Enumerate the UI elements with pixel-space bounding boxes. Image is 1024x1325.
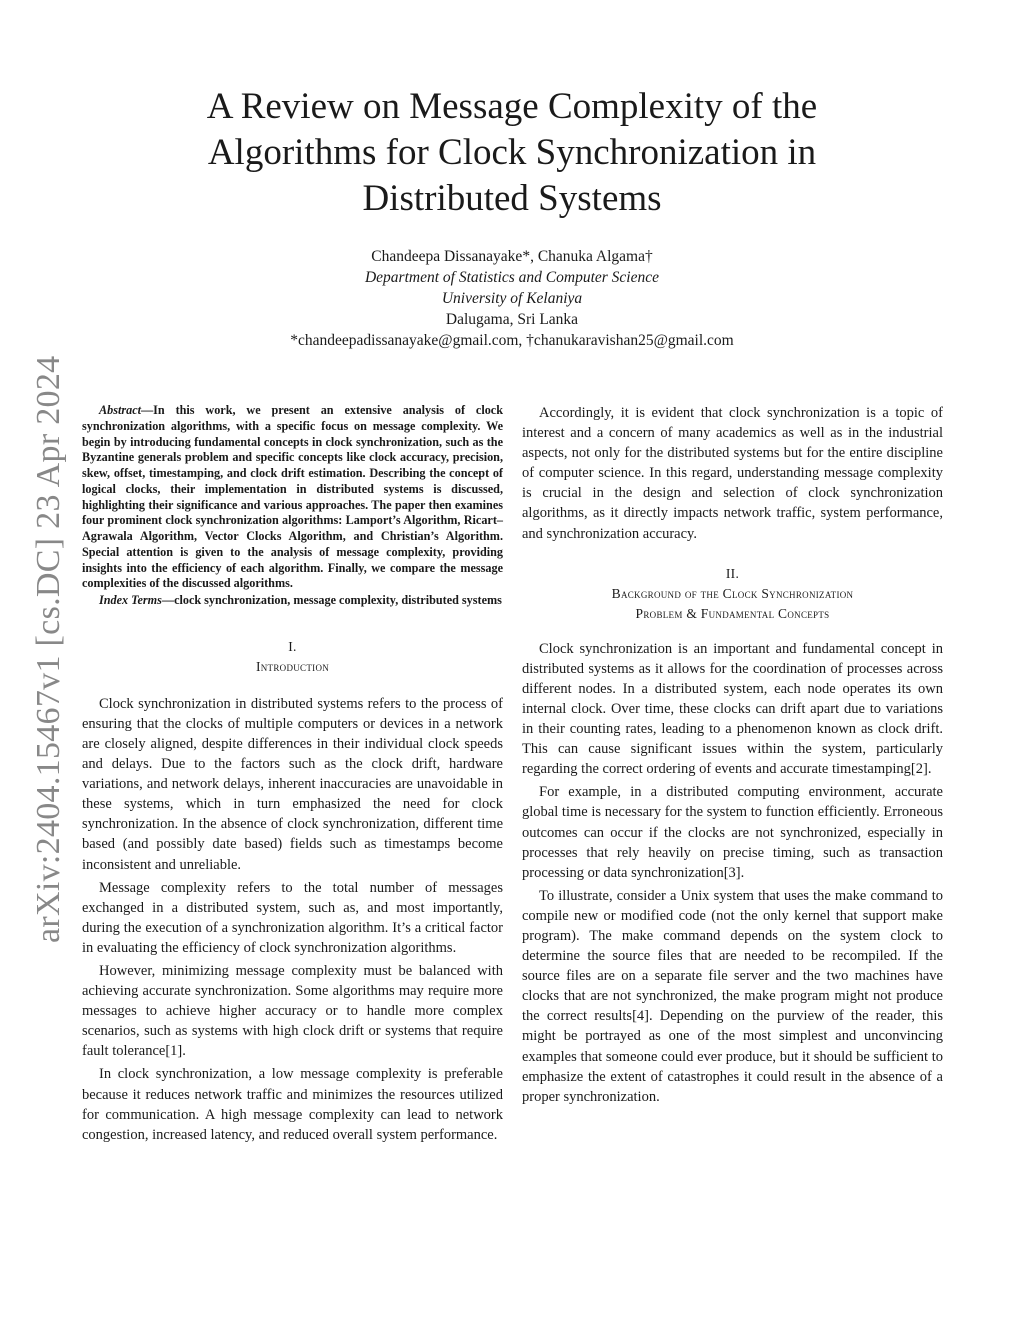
paragraph: In clock synchronization, a low message complexity is preferable because it reduces network traffic and minimizes the resources utilized for communication. A high message complexity can lead to network congestion, increased latency, and reduced overall system performance. <box>82 1066 503 1143</box>
index-terms-label: Index Terms <box>99 593 162 607</box>
section-heading-background <box>522 564 943 624</box>
section-number: I. <box>288 638 297 654</box>
paragraph: Clock synchronization is an important and fundamental concept in distributed systems as it allows for the coordination of processes across different nodes. In a distributed system, each node operates its own internal clock. Over time, these clocks can drift apart due to variations in their counting rates, leading to a phenomenon known as clock drift. This can cause significant issues within the system, particularly regarding the correct ordering of events and accurate timestamping[2]. <box>522 640 943 778</box>
index-terms-text: —clock synchronization, message complexity, distributed systems <box>161 593 502 607</box>
paper-title <box>120 84 904 222</box>
author-department: Department of Statistics and Computer Science <box>364 269 660 286</box>
abstract <box>82 403 503 592</box>
index-terms <box>82 593 503 609</box>
section-title-line: Problem & Fundamental Concepts <box>635 605 830 621</box>
author-university: University of Kelaniya <box>441 290 583 307</box>
abstract-text: —In this work, we present an extensive analysis of clock synchronization algorithms, with a specific focus on message complexity. We begin by introducing fundamental concepts in clock synchronization, such as the Byzantine generals problem and specific concepts like clock accuracy, precision, skew, offset, timestamping, and clock drift estimation. Describing the concept of logical clocks, their implementation in distributed systems is discussed, highlighting their significance and various approaches. The paper then examines four prominent clock synchronization algorithms: Lamport’s Algorithm, Ricart–Agrawala Algorithm, Vector Clocks Algorithm, and Christian’s Algorithm. Special attention is given to the analysis of message complexity, providing insights into the efficiency of each algorithm. Finally, we compare the message complexities of the discussed algorithms. <box>82 403 503 591</box>
section-number: II. <box>725 565 740 581</box>
abstract-label: Abstract <box>99 403 141 417</box>
paragraph: Accordingly, it is evident that clock synchronization is a topic of interest and a concern of many academics as well as in the industrial aspects, not only for the distributed systems but for the entire discipline of computer science. In this regard, understanding message complexity is crucial in the design and selection of clock synchronization algorithms, as it directly impacts network traffic, system performance, and synchronization accuracy. <box>522 405 943 542</box>
paragraph: Clock synchronization in distributed systems refers to the process of ensuring that the clocks of multiple computers or devices in a network are closely aligned, despite differences in their individual clock speeds and delays. Due to the factors such as the clock drift, hardware variations, and network delays, inherent inaccuracies are unavoidable in these systems, which in turn emphasized the need for clock synchronization. In the absence of clock synchronization, different time based (and possibly date based) fields such as timestamps become inconsistent and unreliable. <box>82 695 503 873</box>
author-names: Chandeepa Dissanayake*, Chanuka Algama† <box>371 248 653 265</box>
paragraph: However, minimizing message complexity must be balanced with achieving accurate synchronization. Some algorithms may require more messages to achieve higher accuracy or to handle more complex scenarios, such as systems with high clock drift or systems that require fault tolerance[1]. <box>82 962 503 1060</box>
right-column <box>522 403 943 1107</box>
author-location: Dalugama, Sri Lanka <box>445 311 579 328</box>
title-line: Algorithms for Clock Synchronization in <box>207 132 817 173</box>
left-column <box>82 403 503 1145</box>
section-title: Introduction <box>255 658 330 674</box>
section-heading-introduction <box>82 637 503 677</box>
title-line: Distributed Systems <box>362 178 662 219</box>
author-emails: *chandeepadissanayake@gmail.com, †chanukaravishan25@gmail.com <box>290 332 734 349</box>
paragraph: Message complexity refers to the total number of messages exchanged in a distributed system, such as, and most importantly, during the execution of a synchronization algorithm. It’s a critical factor in evaluating the efficiency of clock synchronization algorithms. <box>82 879 503 956</box>
paragraph: To illustrate, consider a Unix system that uses the make command to compile new or modified code (not the only kernel that support make program). The make command depends on the system clock to determine the source files that are needed to be recompiled. If the source files are on a separate file server and the two machines have clocks that are not synchronized, the make program might not produce the correct results[4]. Depending on the purview of the reader, this might be portrayed as one of the most simplest and unconvincing examples that someone could ever produce, but it should be sufficient to emphasize the extent of catastrophes it could result in the absence of a proper synchronization. <box>522 887 943 1105</box>
arxiv-identifier: arXiv:2404.15467v1 [cs.DC] 23 Apr 2024 <box>30 355 67 943</box>
title-line: A Review on Message Complexity of the <box>206 86 818 127</box>
paragraph: For example, in a distributed computing environment, accurate global time is necessary for the system to function efficiently. Erroneous outcomes can occur if the clocks are not synchronized, especially in processes that rely heavily on precise timing, such as transaction processing or data synchronization[3]. <box>522 784 943 881</box>
section-title-line: Background of the Clock Synchronization <box>611 585 854 601</box>
author-block <box>120 246 904 351</box>
